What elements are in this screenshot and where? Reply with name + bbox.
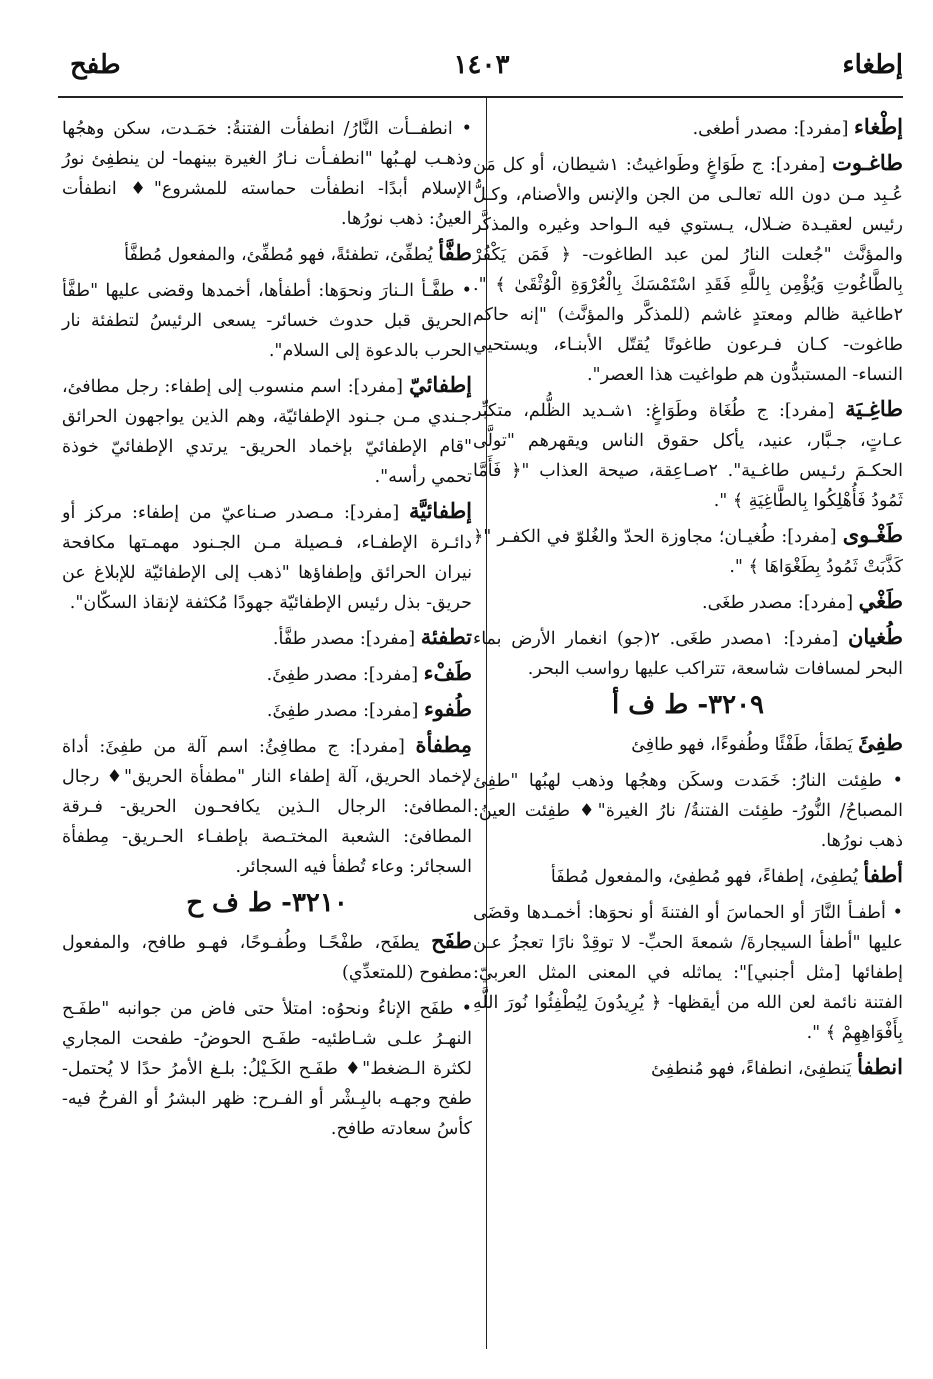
- headword: طَغْـوى: [842, 522, 903, 547]
- page-number: ١٤٠٣: [453, 50, 510, 80]
- entry-text: [مفرد]: ج طَوَاغٍ وطَواغيتُ: ١شيطان، أو كل مَن عُـبِد مـن دون الله تعالـى من الجن والإنس والأصنام، وكـلُّ رئيس لعقيـدة ضـلال، يـستوي فيه الـواحد وغيره والمذكَّر والمؤنَّث "جُعلت النارُ لمن عبد الطاغوت- ﴿ فَمَن يَكْفُرْ بِالطَّاغُوتِ وَيُؤْمِن بِاللَّهِ فَقَدِ اسْتَمْسَكَ بِالْعُرْوَةِ الْوُثْقَىٰ ﴾ ". ٢طاغية ظالم ومعتدٍ غاشم (للمذكَّر والمؤنَّث) "إنه حاكم طاغوت- كـان فـرعون طاغوتًا يُقتّل الأبنـاء، ويستحيي النساء- المستبدُّون هم طواغيت هذا العصر".: [473, 155, 903, 385]
- dictionary-entry: [62, 730, 472, 882]
- entry-text: [مفرد]: مصدر طغَى.: [702, 593, 859, 613]
- dictionary-entry: [62, 992, 472, 1144]
- dictionary-entry: [473, 764, 903, 856]
- headword: طفِئَ: [858, 730, 903, 755]
- headword: طُغيان: [847, 624, 903, 649]
- headword: طَفْء: [423, 660, 472, 685]
- entry-text: [مفرد]: مصدر أطغى.: [692, 119, 855, 139]
- page-header: [60, 40, 903, 90]
- dictionary-entry: [62, 694, 472, 726]
- headword: طفَّأ: [438, 240, 472, 265]
- dictionary-entry: [473, 112, 903, 144]
- dictionary-entry: [62, 622, 472, 654]
- dictionary-entry: [473, 622, 903, 684]
- dictionary-entry: [62, 238, 472, 270]
- dictionary-entry: [473, 1052, 903, 1084]
- entry-text: [مفرد]: طُغيـان؛ مجاوزة الحدّ والغُلوّ في الكفـر "﴿ كَذَّبَتْ ثَمُودُ بِطَغْوَاهَا ﴾ ".: [473, 527, 903, 577]
- headword: إطفائيَّة: [408, 498, 472, 523]
- dictionary-entry: [62, 370, 472, 492]
- entry-text: يَنطفِئ، انطفاءً، فهو مُنطفِئ: [651, 1059, 858, 1079]
- right-column: [473, 112, 903, 1088]
- headword: طاغـوت: [832, 150, 903, 175]
- entry-text: • طفَح الإناءُ ونحوُه: امتلأ حتى فاض من جوانبه "طفَـح النهـرُ علـى شـاطئيه- طفَـح الحوضُ- طفحت المجاري لكثرة الـضغط"♦ طفَـح الكَـيْلُ: بلـغ الأمرُ حدًا لا يُحتمل- طفح وجهـه بالبِـشْر أو الفـرح: ظهر البشرُ أو الفرحُ فيه- كأسُ سعادته طافح.: [62, 999, 472, 1139]
- dictionary-entry: [62, 658, 472, 690]
- left-column: [62, 112, 472, 1148]
- dictionary-entry: [473, 520, 903, 582]
- header-guide-word-first: إطغاء: [842, 50, 903, 80]
- dictionary-entry: [62, 274, 472, 366]
- entry-text: [مفرد]: مصدر طفَّأ.: [272, 629, 421, 649]
- dictionary-entry: [62, 496, 472, 618]
- entry-text: يُطفِئ، إطفاءً، فهو مُطفِئ، والمفعول مُطفَأ: [550, 867, 864, 887]
- headword: طَغْي: [858, 588, 903, 613]
- dictionary-entry: [473, 860, 903, 892]
- entry-text: يَطفَأ، طَفْئًا وطُفوءًا، فهو طافِئ: [631, 735, 859, 755]
- header-guide-word-last: طفح: [70, 50, 121, 80]
- dictionary-entry: [473, 586, 903, 618]
- headword: أطفأ: [863, 862, 903, 887]
- root-section-heading: ٣٢١٠- ط ف ح: [186, 888, 348, 918]
- entry-text: [مفرد]: مصدر طفِئَ.: [266, 701, 424, 721]
- dictionary-entry: [473, 394, 903, 516]
- dictionary-entry: [62, 112, 472, 234]
- entry-text: [مفرد]: ١مصدر طغَى. ٢(جو) انغمار الأرض بماء البحر لمسافات شاسعة، تتراكب عليها رواسب البحر.: [473, 629, 903, 679]
- entry-text: [مفرد]: مـصدر صـناعيّ من إطفاء: مركز أو دائـرة الإطفـاء، فـصيلة مـن الجـنود مهمـتها مكافحة نيران الحرائق وإطفاؤها "ذهب إلى الإطفائيّة للإبلاغ عن حريق- بذل رئيس الإطفائيّة جهودًا مُكثفة لإنقاذ السكّان".: [62, 503, 472, 613]
- entry-text: [مفرد]: ج طُغَاة وطَوَاغٍ: ١شـديد الظُّلم، متكبِّر عـاتٍ، جـبَّار، عنيد، يأكل حقوق الناس ويقهرهم "تولَّى الحكـمَ رئـيس طاغـية". ٢صـاعِقة، صيحة العذاب "﴿ فَأَمَّا ثَمُودُ فَأُهْلِكُوا بِالطَّاغِيَةِ ﴾ ".: [473, 401, 903, 511]
- entry-text: [مفرد]: مصدر طفِئَ.: [266, 665, 424, 685]
- header-rule: [58, 96, 903, 98]
- entry-text: [مفرد]: اسم منسوب إلى إطفاء: رجل مطافئ، جـندي مـن جـنود الإطفائيّة، وهم الذين يواجهون الحرائق "قام الإطفائيّ بإخماد الحريق- يرتدي الإطفائيّ خوذة تحمي رأسه".: [62, 377, 472, 487]
- root-section-heading: ٣٢٠٩- ط ف أ: [611, 690, 765, 720]
- headword: طفَح: [431, 928, 472, 953]
- entry-text: • انطفــأت النَّارُ/ انطفأت الفتنةُ: خمَـدت، سكن وهجُها وذهـب لهـبُها "انطفـأت نـارُ الغيرة بينهما- لن ينطفِئ نورُ الإسلام أبدًا- انطفأت حماسته للمشروع"♦ انطفأت العينُ: ذهب نورُها.: [62, 119, 472, 229]
- entry-text: • أطفـأ النَّارَ أو الحماسَ أو الفتنةَ أو نحوَها: أخمـدها وقضَى عليها "أطفأ السيجارةَ/ شمعةَ الحبِّ- لا توقِدْ نارًا تعجزُ عـن إطفائها [مثل أجنبي]": يماثله في المعنى المثل العربيّ: الفتنة نائمة لعن الله من أيقظها- ﴿ يُرِيدُونَ لِيُطْفِئُوا نُورَ اللَّهِ بِأَفْوَاهِهِمْ ﴾ ".: [473, 903, 903, 1043]
- entry-text: يطفَح، طفْحًـا وطُفـوحًا، فهـو طافح، والمفعول مطفوح (للمتعدِّي): [62, 933, 472, 983]
- headword: إطفائيّ: [409, 372, 472, 397]
- headword: طاغِـيَة: [845, 396, 903, 421]
- entry-text: • طفَّـأ الـنارَ ونحوَها: أطفأها، أخمدها وقضى عليها "طفَّأ الحريق قبل حدوث خسائر- يسعى الرئيسُ لتطفئة نار الحرب بالدعوة إلى السلام".: [62, 281, 472, 361]
- headword: تطفئة: [420, 624, 472, 649]
- dictionary-entry: [473, 728, 903, 760]
- headword: مِطفأة: [415, 732, 472, 757]
- dictionary-entry: [62, 926, 472, 988]
- dictionary-entry: [473, 148, 903, 390]
- entry-text: يُطفِّئ، تطفئةً، فهو مُطفِّئ، والمفعول مُطفَّأ: [124, 245, 439, 265]
- entry-text: • طفِئت النارُ: خَمَدت وسكَن وهجُها وذهب لهبُها "طفِئ المصباحُ/ النُّورُ- طفِئت الفتنةُ/ نارُ الغيرة"♦ طفِئت العينُ: ذهب نورُها.: [473, 771, 903, 851]
- dictionary-entry: [473, 896, 903, 1048]
- headword: انطفأ: [857, 1054, 903, 1079]
- entry-text: [مفرد]: ج مطافِئُ: اسم آلة من طفِئَ: أداة لإخماد الحريق، آلة إطفاء النار "مطفأة الحريق"♦ رجال المطافئ: الرجال الـذين يكافحـون الحريق- فـرقة المطافئ: الشعبة المختـصة بإطفـاء الحـريق- مِطفأة السجائر: وعاء تُطفأ فيه السجائر.: [62, 737, 472, 877]
- headword: طُفوء: [423, 696, 472, 721]
- headword: إطْغاء: [854, 114, 903, 139]
